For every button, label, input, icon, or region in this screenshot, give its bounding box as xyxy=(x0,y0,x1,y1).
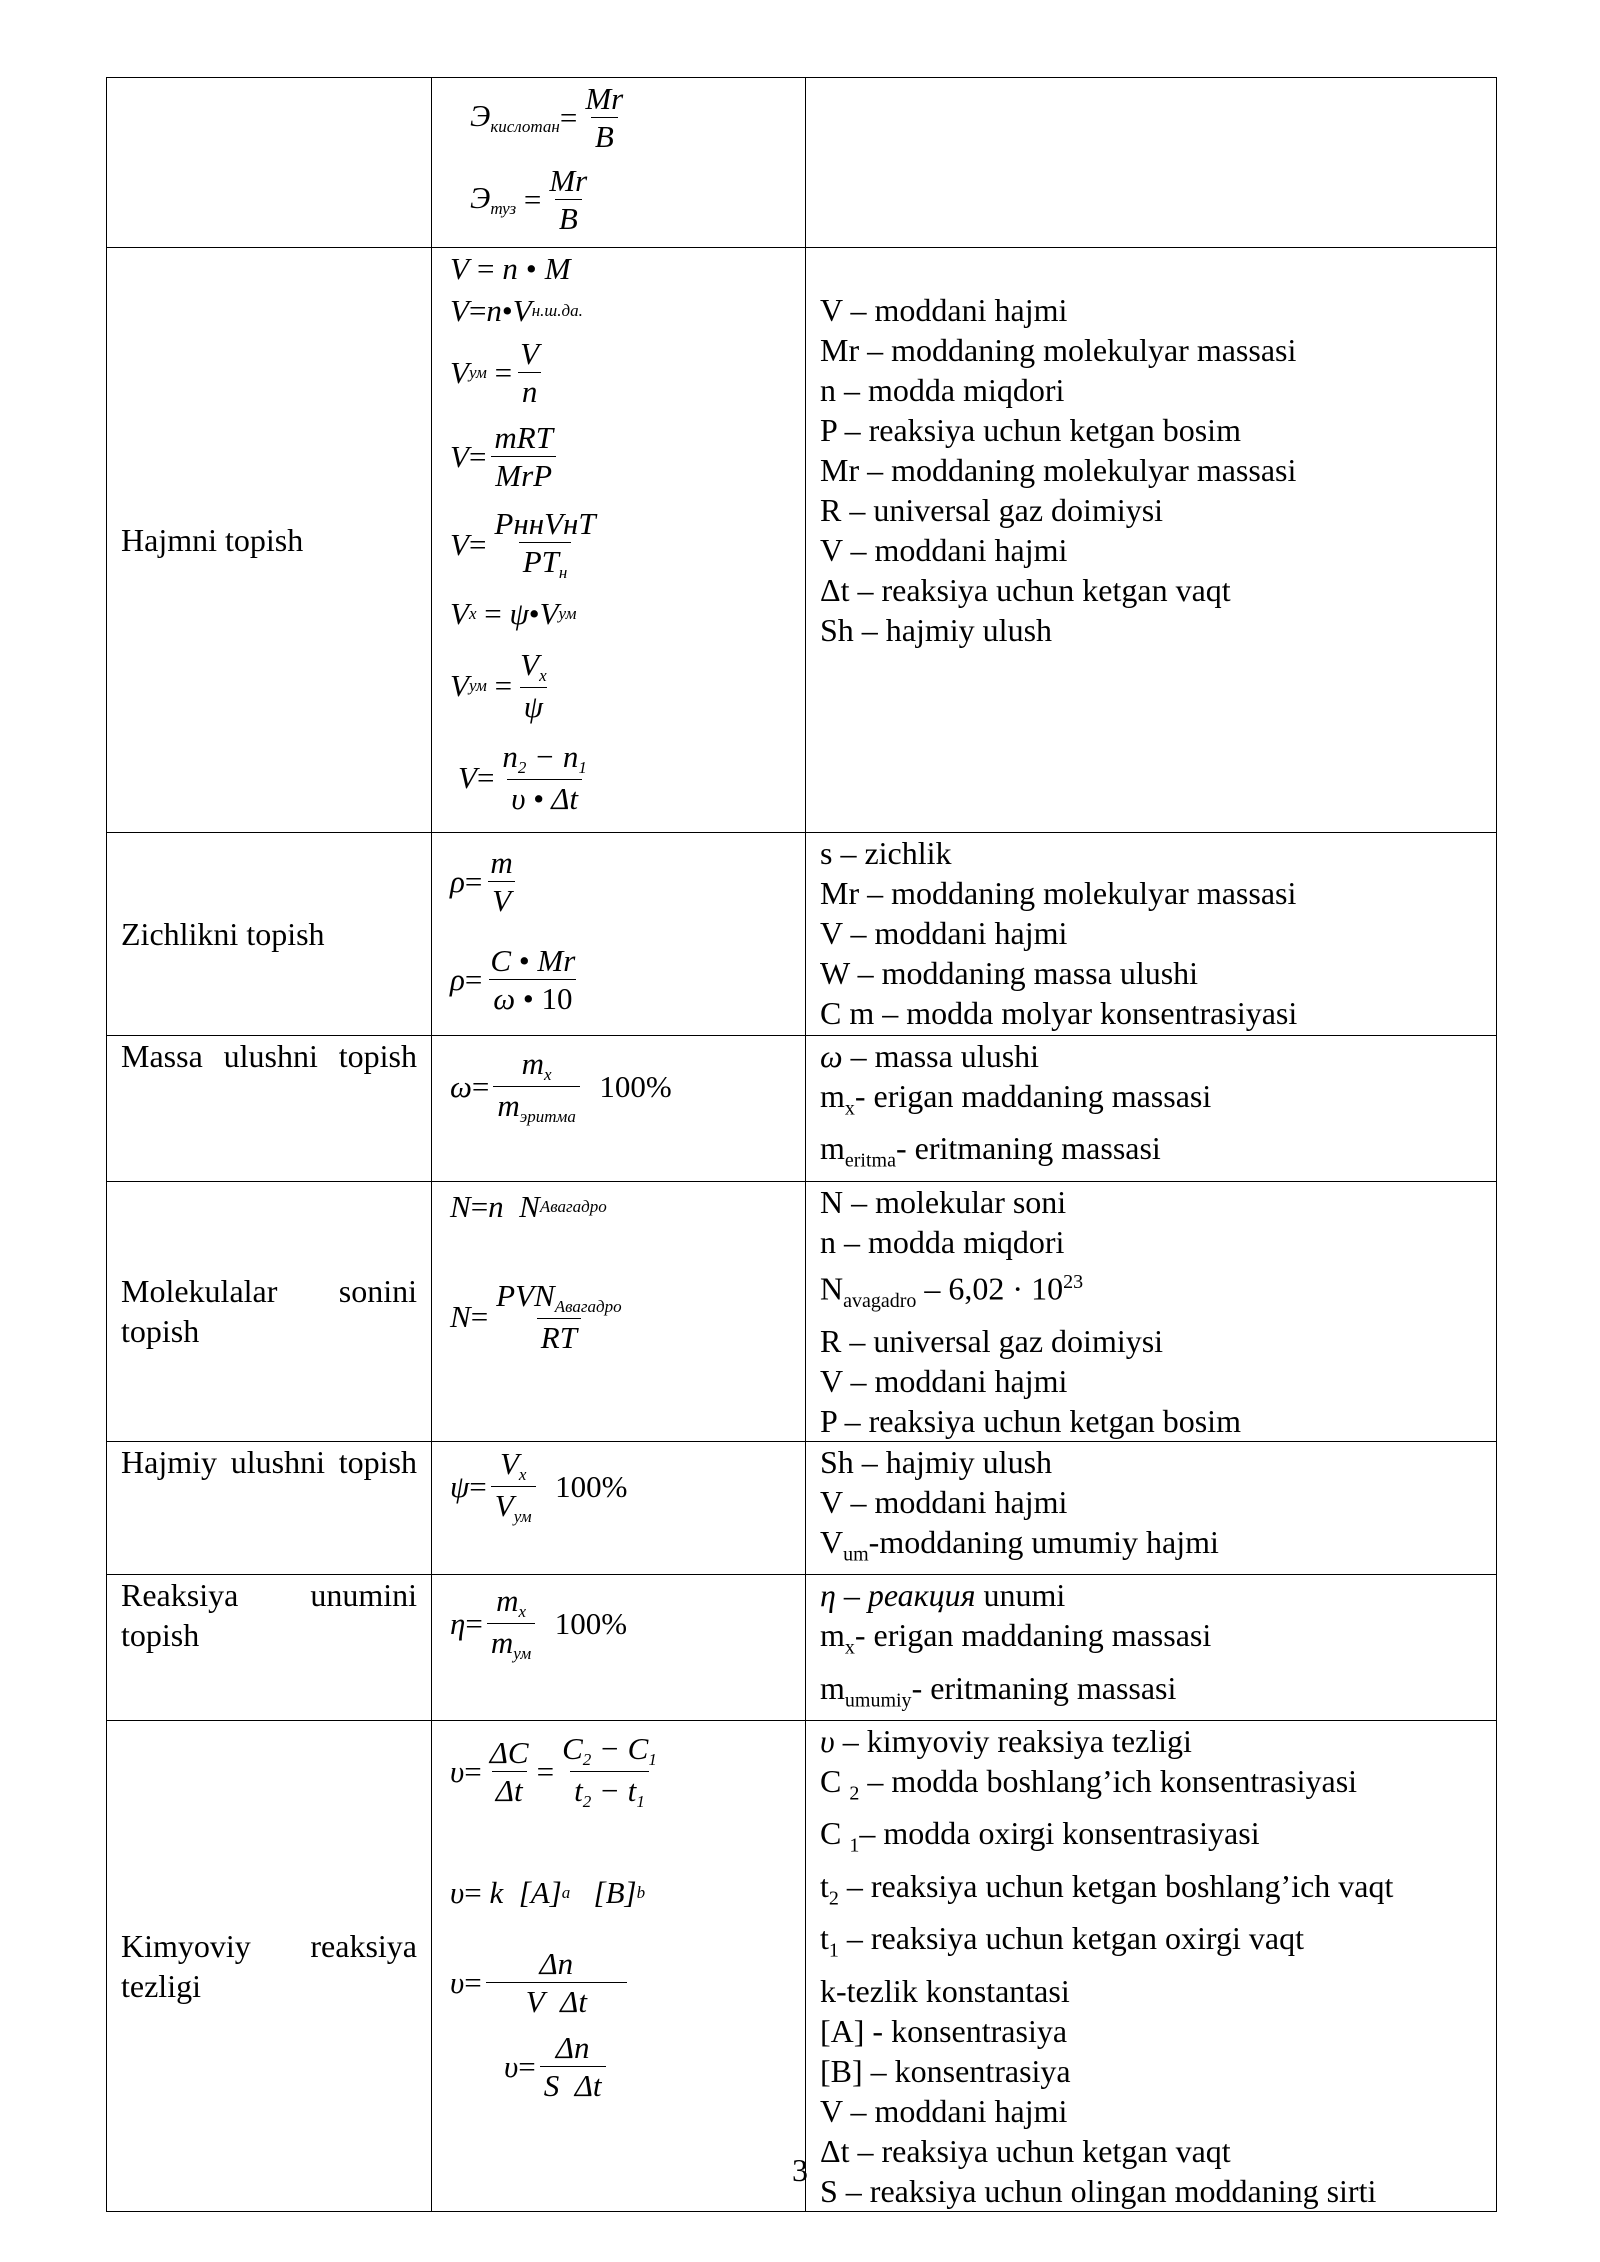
formula: η = $m_x$ $m_{ум}$ 100% xyxy=(450,1582,628,1663)
description-line: Mr – moddaning molekulyar massasi xyxy=(820,875,1297,911)
description-line: P – reaksiya uchun ketgan bosim xyxy=(820,1402,1241,1439)
formula: ρ = $\frac{C • Mr}{\omega • 10}$ xyxy=(450,942,576,1016)
description-line: P – reaksiya uchun ketgan bosim xyxy=(820,412,1241,448)
description-line: $V_{um}$-moddaning umumiy hajmi xyxy=(820,1523,1219,1566)
description-line: k-tezlik konstantasi xyxy=(820,1972,1070,2009)
description-line: [B] – konsentrasiya xyxy=(820,2052,1071,2089)
formula: ρ = $\frac{m}{V}$ xyxy=(450,833,795,929)
row-label-cell: Zichlikni topish xyxy=(107,833,432,1036)
formula: υ = $\frac{\Delta n}{\text{S Δt}}$ xyxy=(504,2021,795,2111)
formula-cell xyxy=(432,1181,806,1441)
description-line: $m_x-$ erigan maddaning massasi xyxy=(820,1078,1212,1120)
table-row xyxy=(107,1721,1497,2212)
description-line: V – moddani hajmi xyxy=(820,1362,1068,1399)
row-label-cell: Massa ulushni topish xyxy=(107,1036,432,1182)
description-line: υ – kimyoviy reaksiya tezligi xyxy=(820,1723,1192,1759)
description-line: Mr – moddaning molekulyar massasi xyxy=(820,332,1297,368)
description-line: V – moddani hajmi xyxy=(820,1483,1068,1520)
description-line: R – universal gaz doimiysi xyxy=(820,492,1164,528)
description-line: s – zichlik xyxy=(820,835,952,871)
description-line: n – modda miqdori xyxy=(820,372,1065,408)
description-line: V – moddani hajmi xyxy=(820,915,1068,951)
table-row xyxy=(107,78,1497,248)
table-row xyxy=(107,1181,1497,1441)
description-cell xyxy=(806,1441,1497,1574)
formula-cell xyxy=(432,1441,806,1574)
description-line: $N_{avagadro} - 6,02 \cdot 10^{23}$ xyxy=(820,1270,1084,1312)
description-line: [A] - konsentrasiya xyxy=(820,2012,1068,2049)
description-line: R – universal gaz doimiysi xyxy=(820,1322,1164,1359)
page-number: 3 xyxy=(792,2152,808,2188)
row-label-cell: Hajmni topish xyxy=(107,248,432,833)
description-line: η – реакция unumi xyxy=(820,1577,1066,1614)
formula-cell xyxy=(432,833,806,1036)
description-line: C $_1$– modda oxirgi konsentrasiyasi xyxy=(820,1815,1260,1857)
formula: N = $PVN_{Авагадро}$ RT xyxy=(450,1278,622,1356)
row-label-cell: Reaksiya unumini topish xyxy=(107,1575,432,1721)
formula-cell xyxy=(432,248,806,833)
description-line: Mr – moddaning molekulyar massasi xyxy=(820,452,1297,488)
table-row xyxy=(107,833,1497,1036)
description-line: Sh – hajmiy ulush xyxy=(820,612,1053,648)
formula: ω = $m_x$ $m_{эритма}$ 100% xyxy=(450,1045,672,1126)
description-cell xyxy=(806,1575,1497,1721)
row-label-cell: Hajmiy ulushni topish xyxy=(107,1441,432,1574)
description-line: n – modda miqdori xyxy=(820,1223,1065,1260)
description-cell xyxy=(806,1036,1497,1182)
row-label-cell: Kimyoviy reaksiya tezligi xyxy=(107,1721,432,2212)
description-cell xyxy=(806,1721,1497,2212)
formula: V = $\frac{n_2 - n_1}{\upsilon • \Delta t}$ xyxy=(458,738,587,816)
formula: V = PннVнT $PT_н$ xyxy=(450,505,596,582)
formula-equivalent-acid: $Э_{кислотан}$ = $\frac{Mr}{B}$ xyxy=(470,80,624,154)
description-line: V – moddani hajmi xyxy=(820,292,1068,328)
description-line: $m_x-$ erigan maddaning massasi xyxy=(820,1617,1212,1659)
description-line: C m – modda molyar konsentrasiyasi xyxy=(820,995,1298,1031)
row-label-cell: Molekulalar sonini topish xyxy=(107,1181,432,1441)
row-label-cell xyxy=(107,78,432,248)
formula-cell xyxy=(432,1036,806,1182)
formula: υ = $\frac{\Delta n}{\text{V Δt}}$ xyxy=(450,1943,795,2021)
description-line: S – reaksiya uchun olingan moddaning sirti xyxy=(820,2172,1377,2209)
formula: υ = $\frac{\Delta C}{\Delta t}$ = $\frac{C_2 - C_1}{t_2 - t_1}$ xyxy=(450,1730,657,1811)
formula: V = mRT MrP xyxy=(450,412,795,500)
formula: V = n • V н.ш.да. xyxy=(450,292,583,328)
formula-equivalent-salt: $Э_{туз}$ = $\frac{Mr}{B}$ xyxy=(470,162,588,236)
description-cell xyxy=(806,833,1497,1036)
formula-cell xyxy=(432,78,806,248)
formula: ψ = $V_x$ $V_{ум}$ 100% xyxy=(450,1446,628,1527)
description-line: $t_2$ – reaksiya uchun ketgan boshlang’ich vaqt xyxy=(820,1867,1394,1910)
formula: V x = ψ • V ум xyxy=(450,595,577,631)
description-line: ω – massa ulushi xyxy=(820,1038,1040,1074)
description-line: Δt – reaksiya uchun ketgan vaqt xyxy=(820,572,1231,608)
description-cell xyxy=(806,1181,1497,1441)
description-cell xyxy=(806,248,1497,833)
formula: V ум = $\frac{V}{n}$ xyxy=(450,332,795,412)
table-row xyxy=(107,248,1497,833)
description-line: N – molekular soni xyxy=(820,1183,1067,1220)
description-line: Sh – hajmiy ulush xyxy=(820,1443,1053,1480)
description-line: $m_{umumiy}-$ eritmaning massasi xyxy=(820,1669,1177,1711)
description-cell xyxy=(806,78,1497,248)
description-line: C $_2$ – modda boshlang’ich konsentrasiyasi xyxy=(820,1763,1358,1805)
description-line: V – moddani hajmi xyxy=(820,532,1068,568)
formula: N = n N Авагадро xyxy=(450,1189,607,1225)
table-row xyxy=(107,1441,1497,1574)
description-line: $t_1$ – reaksiya uchun ketgan oxirgi vaqt xyxy=(820,1920,1304,1962)
description-line: Δt – reaksiya uchun ketgan vaqt xyxy=(820,2132,1231,2169)
description-line: W – moddaning massa ulushi xyxy=(820,955,1199,991)
table-row xyxy=(107,1575,1497,1721)
table-row xyxy=(107,1036,1497,1182)
formula-cell xyxy=(432,1721,806,2212)
description-line: V – moddani hajmi xyxy=(820,2092,1068,2129)
formula-table xyxy=(106,77,1497,2212)
description-line: $m_{eritma}-$ eritmaning massasi xyxy=(820,1130,1161,1172)
formula: V ум = $\frac{V_x}{\psi}$ xyxy=(450,646,547,724)
formula-cell xyxy=(432,1575,806,1721)
formula: V = n • M xyxy=(450,250,571,286)
formula: υ = k [A] a [B] b xyxy=(450,1874,646,1910)
